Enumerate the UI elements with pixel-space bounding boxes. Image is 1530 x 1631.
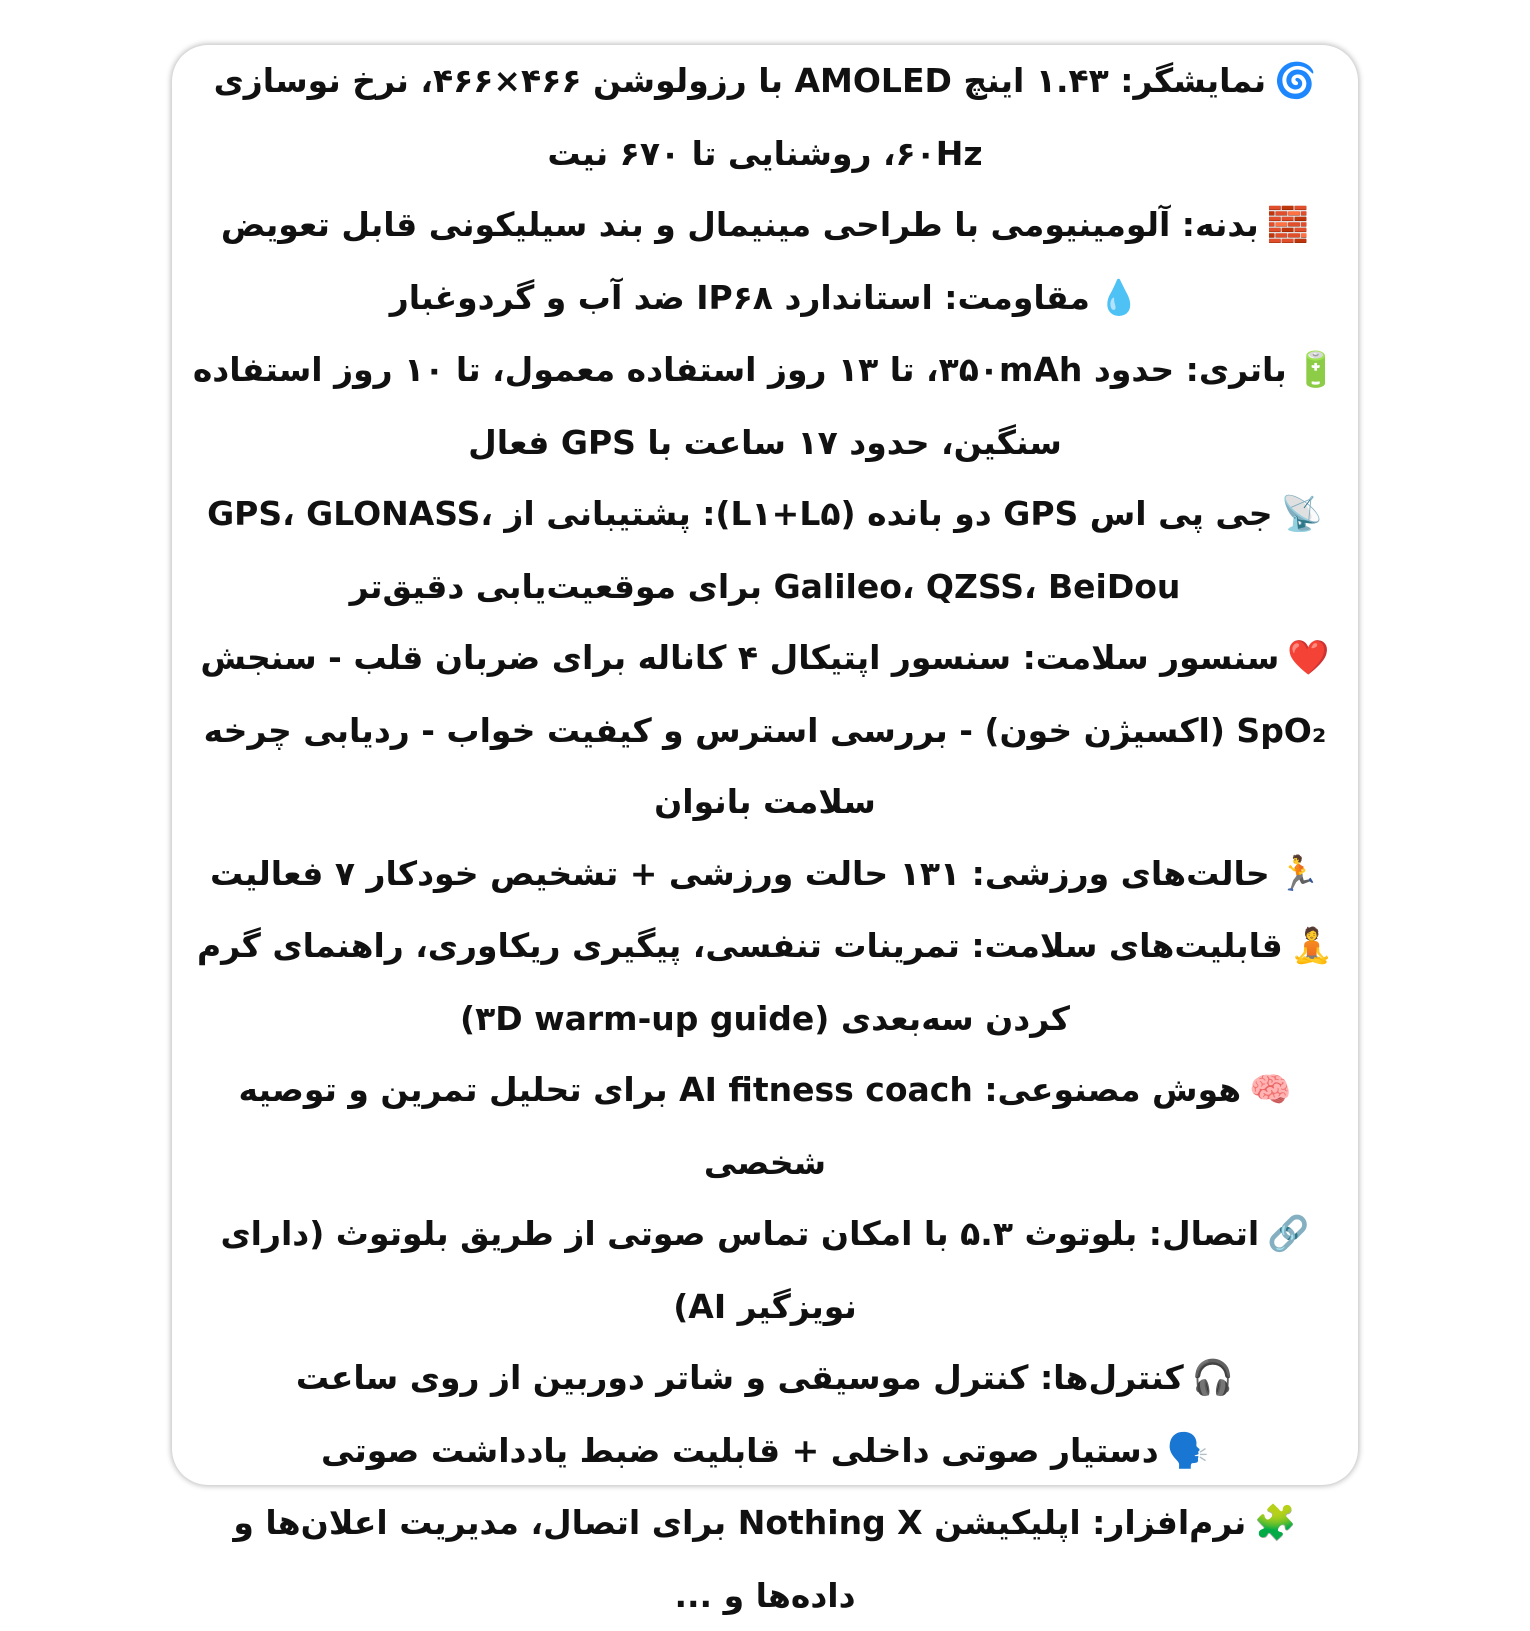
spec-display [190, 45, 1340, 189]
runner-icon: 🏃 [1277, 853, 1321, 894]
spec-health-sensor [190, 622, 1340, 838]
satellite-dish-icon: 📡 [1280, 494, 1323, 534]
spec-text: کنترل‌ها: کنترل موسیقی و شاتر دوربین از روی ساعت [295, 1358, 1184, 1397]
spec-text: سنسور سلامت: سنسور اپتیکال ۴ کاناله برای ضربان قلب - سنجش SpO₂ (اکسیژن خون) - بررسی استرس و کیفیت خواب - ردیابی چرخه سلامت بانوان [200, 638, 1327, 821]
meditation-icon: 🧘 [1290, 926, 1334, 966]
spec-software [190, 1487, 1340, 1631]
puzzle-icon: 🧩 [1254, 1503, 1297, 1543]
battery-icon: 🔋 [1294, 350, 1338, 390]
spec-text: باتری: حدود ۳۵۰mAh، تا ۱۳ روز استفاده معمول، تا ۱۰ روز استفاده سنگین، حدود ۱۷ ساعت با GPS فعال [192, 350, 1287, 462]
spec-text: نرم‌افزار: اپلیکیشن Nothing X برای اتصال، مدیریت اعلان‌ها و داده‌ها و ... [233, 1503, 1247, 1615]
spec-text: نمایشگر: ۱.۴۳ اینچ AMOLED با رزولوشن ۴۶۶×۴۶۶، نرخ نوسازی ۶۰Hz، روشنایی تا ۶۷۰ نیت [213, 61, 1267, 173]
spec-voice-assistant [190, 1415, 1340, 1488]
spec-ai [190, 1054, 1340, 1198]
spec-controls [190, 1342, 1340, 1415]
link-icon: 🔗 [1267, 1214, 1310, 1254]
spec-sport-modes [190, 838, 1340, 911]
spec-text: اتصال: بلوتوث ۵.۳ با امکان تماس صوتی از طریق بلوتوث (دارای نویزگیر AI) [220, 1214, 1260, 1326]
brain-icon: 🧠 [1249, 1070, 1292, 1110]
brick-icon: 🧱 [1266, 205, 1310, 245]
speaking-head-icon: 🗣️ [1166, 1430, 1210, 1471]
spec-resistance [190, 262, 1340, 335]
spec-list [190, 45, 1340, 1631]
spec-body [190, 189, 1340, 262]
droplet-icon: 💧 [1097, 277, 1141, 318]
heart-icon: ❤️ [1287, 638, 1330, 678]
spec-text: جی پی اس GPS دو بانده (L۱+L۵): پشتیبانی از GPS، GLONASS، Galileo، QZSS، BeiDou برای موقعیت‌یابی دقیق‌تر [207, 494, 1273, 606]
headphones-icon: 🎧 [1191, 1358, 1235, 1398]
cyclone-icon: 🌀 [1274, 61, 1317, 101]
spec-card [172, 45, 1358, 1615]
spec-text: هوش مصنوعی: AI fitness coach برای تحلیل تمرین و توصیه شخصی [238, 1070, 1242, 1182]
spec-text: حالت‌های ورزشی: ۱۳۱ حالت ورزشی + تشخیص خودکار ۷ فعالیت [209, 853, 1270, 893]
spec-text: قابلیت‌های سلامت: تمرینات تنفسی، پیگیری ریکاوری، راهنمای گرم کردن سه‌بعدی (۳D warm-up guide) [196, 926, 1283, 1038]
spec-connectivity [190, 1198, 1340, 1342]
spec-wellness [190, 910, 1340, 1054]
spec-text: دستیار صوتی داخلی + قابلیت ضبط یادداشت صوتی [320, 1430, 1159, 1470]
spec-gps [190, 478, 1340, 622]
spec-text: مقاومت: استاندارد IP۶۸ ضد آب و گردوغبار [389, 277, 1090, 317]
spec-text: بدنه: آلومینیومی با طراحی مینیمال و بند سیلیکونی قابل تعویض [220, 205, 1259, 244]
spec-battery [190, 334, 1340, 478]
